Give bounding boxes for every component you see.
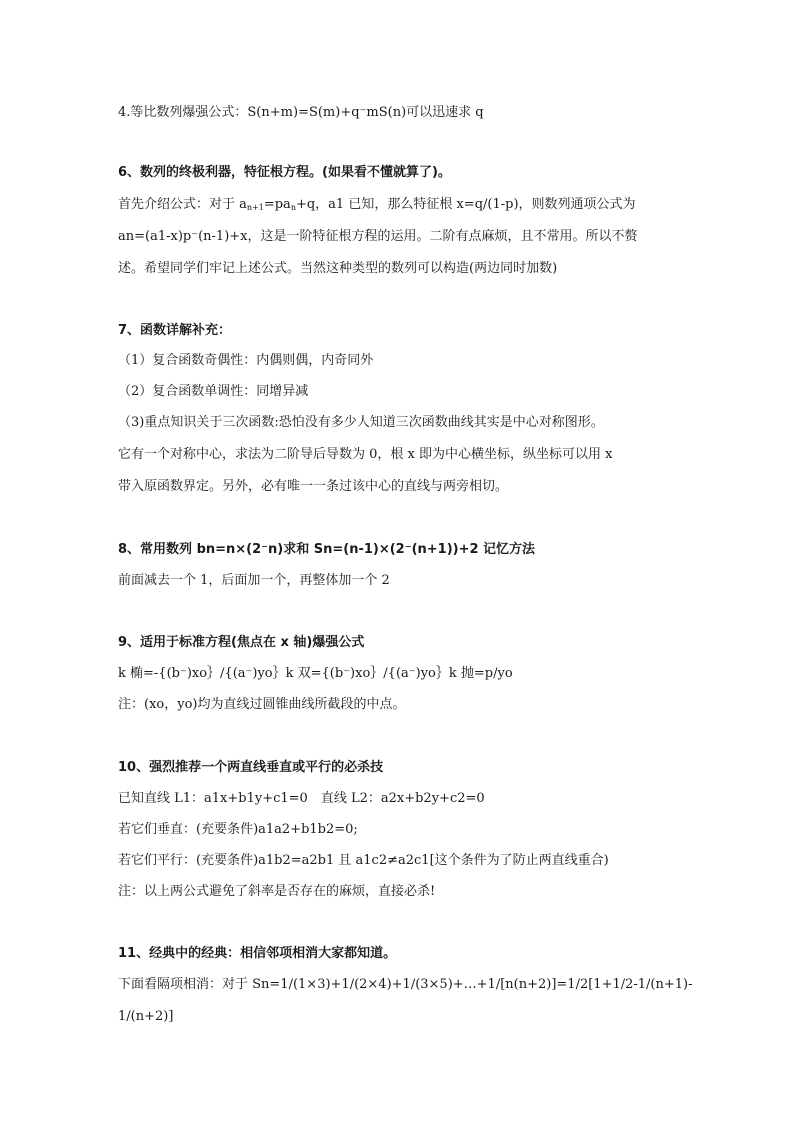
section-8-heading: 8、常用数列 bn=n×(2⁻n)求和 Sn=(n-1)×(2⁻(n+1))+2 记忆方法 (118, 542, 536, 557)
section-7-item-3-cont-1: 它有一个对称中心，求法为二阶导后导数为 0，根 x 即为中心横坐标，纵坐标可以用 x (118, 447, 613, 462)
section-10-note: 注：以上两公式避免了斜率是否存在的麻烦，直接必杀! (118, 884, 436, 899)
section-10-line-1: 已知直线 L1：a1x+b1y+c1=0 直线 L2：a2x+b2y+c2=0 (118, 791, 485, 806)
section-11-para-2: 1/(n+2)] (118, 1009, 174, 1024)
section-9-note: 注：(xo，yo)均为直线过圆锥曲线所截段的中点。 (118, 697, 406, 712)
section-10-line-3: 若它们平行：(充要条件)a1b2=a2b1 且 a1c2≠a2c1[这个条件为了防止两直线重合) (118, 853, 609, 868)
section-8-para: 前面减去一个 1，后面加一个，再整体加一个 2 (118, 573, 390, 588)
section-10-line-2: 若它们垂直：(充要条件)a1a2+b1b2=0; (118, 822, 358, 837)
section-6-para-2: an=(a1-x)p⁻(n-1)+x，这是一阶特征根方程的运用。二阶有点麻烦，且不常用。所以不赘 (118, 229, 638, 244)
section-10-heading: 10、强烈推荐一个两直线垂直或平行的必杀技 (118, 760, 384, 775)
section-7-item-1: （1）复合函数奇偶性：内偶则偶，内奇同外 (118, 353, 374, 368)
section-6-para-3: 述。希望同学们牢记上述公式。当然这种类型的数列可以构造(两边同时加数) (118, 261, 558, 276)
section-9-heading: 9、适用于标准方程(焦点在 x 轴)爆强公式 (118, 635, 365, 650)
section-6-para-1: 首先介绍公式：对于 $a_{n+1}=pa_n+q$，a1 已知，那么特征根 x=q/(1-p)，则数列通项公式为 (118, 197, 636, 212)
section-11-heading: 11、经典中的经典：相信邻项相消大家都知道。 (118, 946, 397, 961)
section-7-item-2: （2）复合函数单调性：同增异减 (118, 384, 309, 399)
section-9-formula: k 椭=-{(b⁻)xo｝/{(a⁻)yo｝k 双={(b⁻)xo｝/{(a⁻)yo｝k 抛=p/yo (118, 666, 513, 681)
section-6-heading: 6、数列的终极利器，特征根方程。(如果看不懂就算了)。 (118, 165, 451, 180)
section-11-para-1: 下面看隔项相消：对于 Sn=1/(1×3)+1/(2×4)+1/(3×5)+…+1/[n(n+2)]=1/2[1+1/2-1/(n+1)- (118, 977, 693, 992)
section-7-item-3: （3)重点知识关于三次函数:恐怕没有多少人知道三次函数曲线其实是中心对称图形。 (118, 415, 604, 430)
section-7-item-3-cont-2: 带入原函数界定。另外，必有唯一一条过该中心的直线与两旁相切。 (118, 479, 509, 494)
section-7-heading: 7、函数详解补充： (118, 323, 232, 338)
formula-line-4: 4.等比数列爆强公式：S(n+m)=S(m)+q⁻mS(n)可以迅速求 q (118, 105, 484, 120)
